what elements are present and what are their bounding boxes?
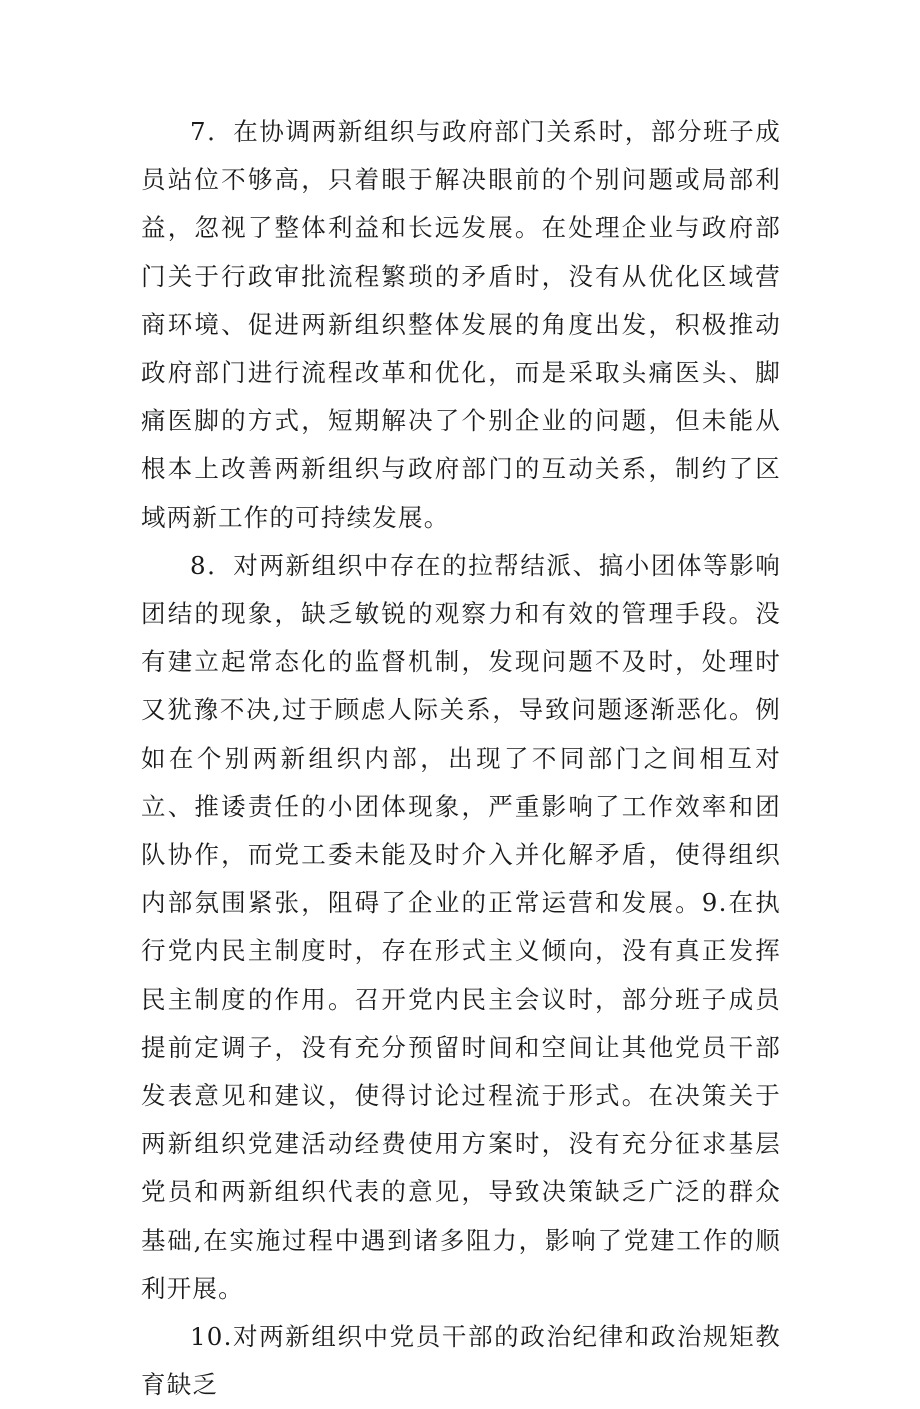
paragraph-8-9: 8．对两新组织中存在的拉帮结派、搞小团体等影响团结的现象，缺乏敏锐的观察力和有效的管理手段。没有建立起常态化的监督机制，发现问题不及时，处理时又犹豫不决,过于顾虑人际关系，导致问题逐渐恶化。例如在个别两新组织内部，出现了不同部门之间相互对立、推诿责任的小团体现象，严重影响了工作效率和团队协作，而党工委未能及时介入并化解矛盾，使得组织内部氛围紧张，阻碍了企业的正常运营和发展。9.在执行党内民主制度时，存在形式主义倾向，没有真正发挥民主制度的作用。召开党内民主会议时，部分班子成员提前定调子，没有充分预留时间和空间让其他党员干部发表意见和建议，使得讨论过程流于形式。在决策关于两新组织党建活动经费使用方案时，没有充分征求基层党员和两新组织代表的意见，导致决策缺乏广泛的群众基础,在实施过程中遇到诸多阻力，影响了党建工作的顺利开展。 xyxy=(141,550,781,1303)
paragraph-7: 7．在协调两新组织与政府部门关系时，部分班子成员站位不够高，只着眼于解决眼前的个别问题或局部利益，忽视了整体利益和长远发展。在处理企业与政府部门关于行政审批流程繁琐的矛盾时，没有从优化区域营商环境、促进两新组织整体发展的角度出发，积极推动政府部门进行流程改革和优化，而是采取头痛医头、脚痛医脚的方式，短期解决了个别企业的问题，但未能从根本上改善两新组织与政府部门的互动关系，制约了区域两新工作的可持续发展。 xyxy=(141,117,781,532)
paragraph-10: 10.对两新组织中党员干部的政治纪律和政治规矩教育缺乏 xyxy=(141,1322,781,1400)
body-text xyxy=(141,108,781,1409)
